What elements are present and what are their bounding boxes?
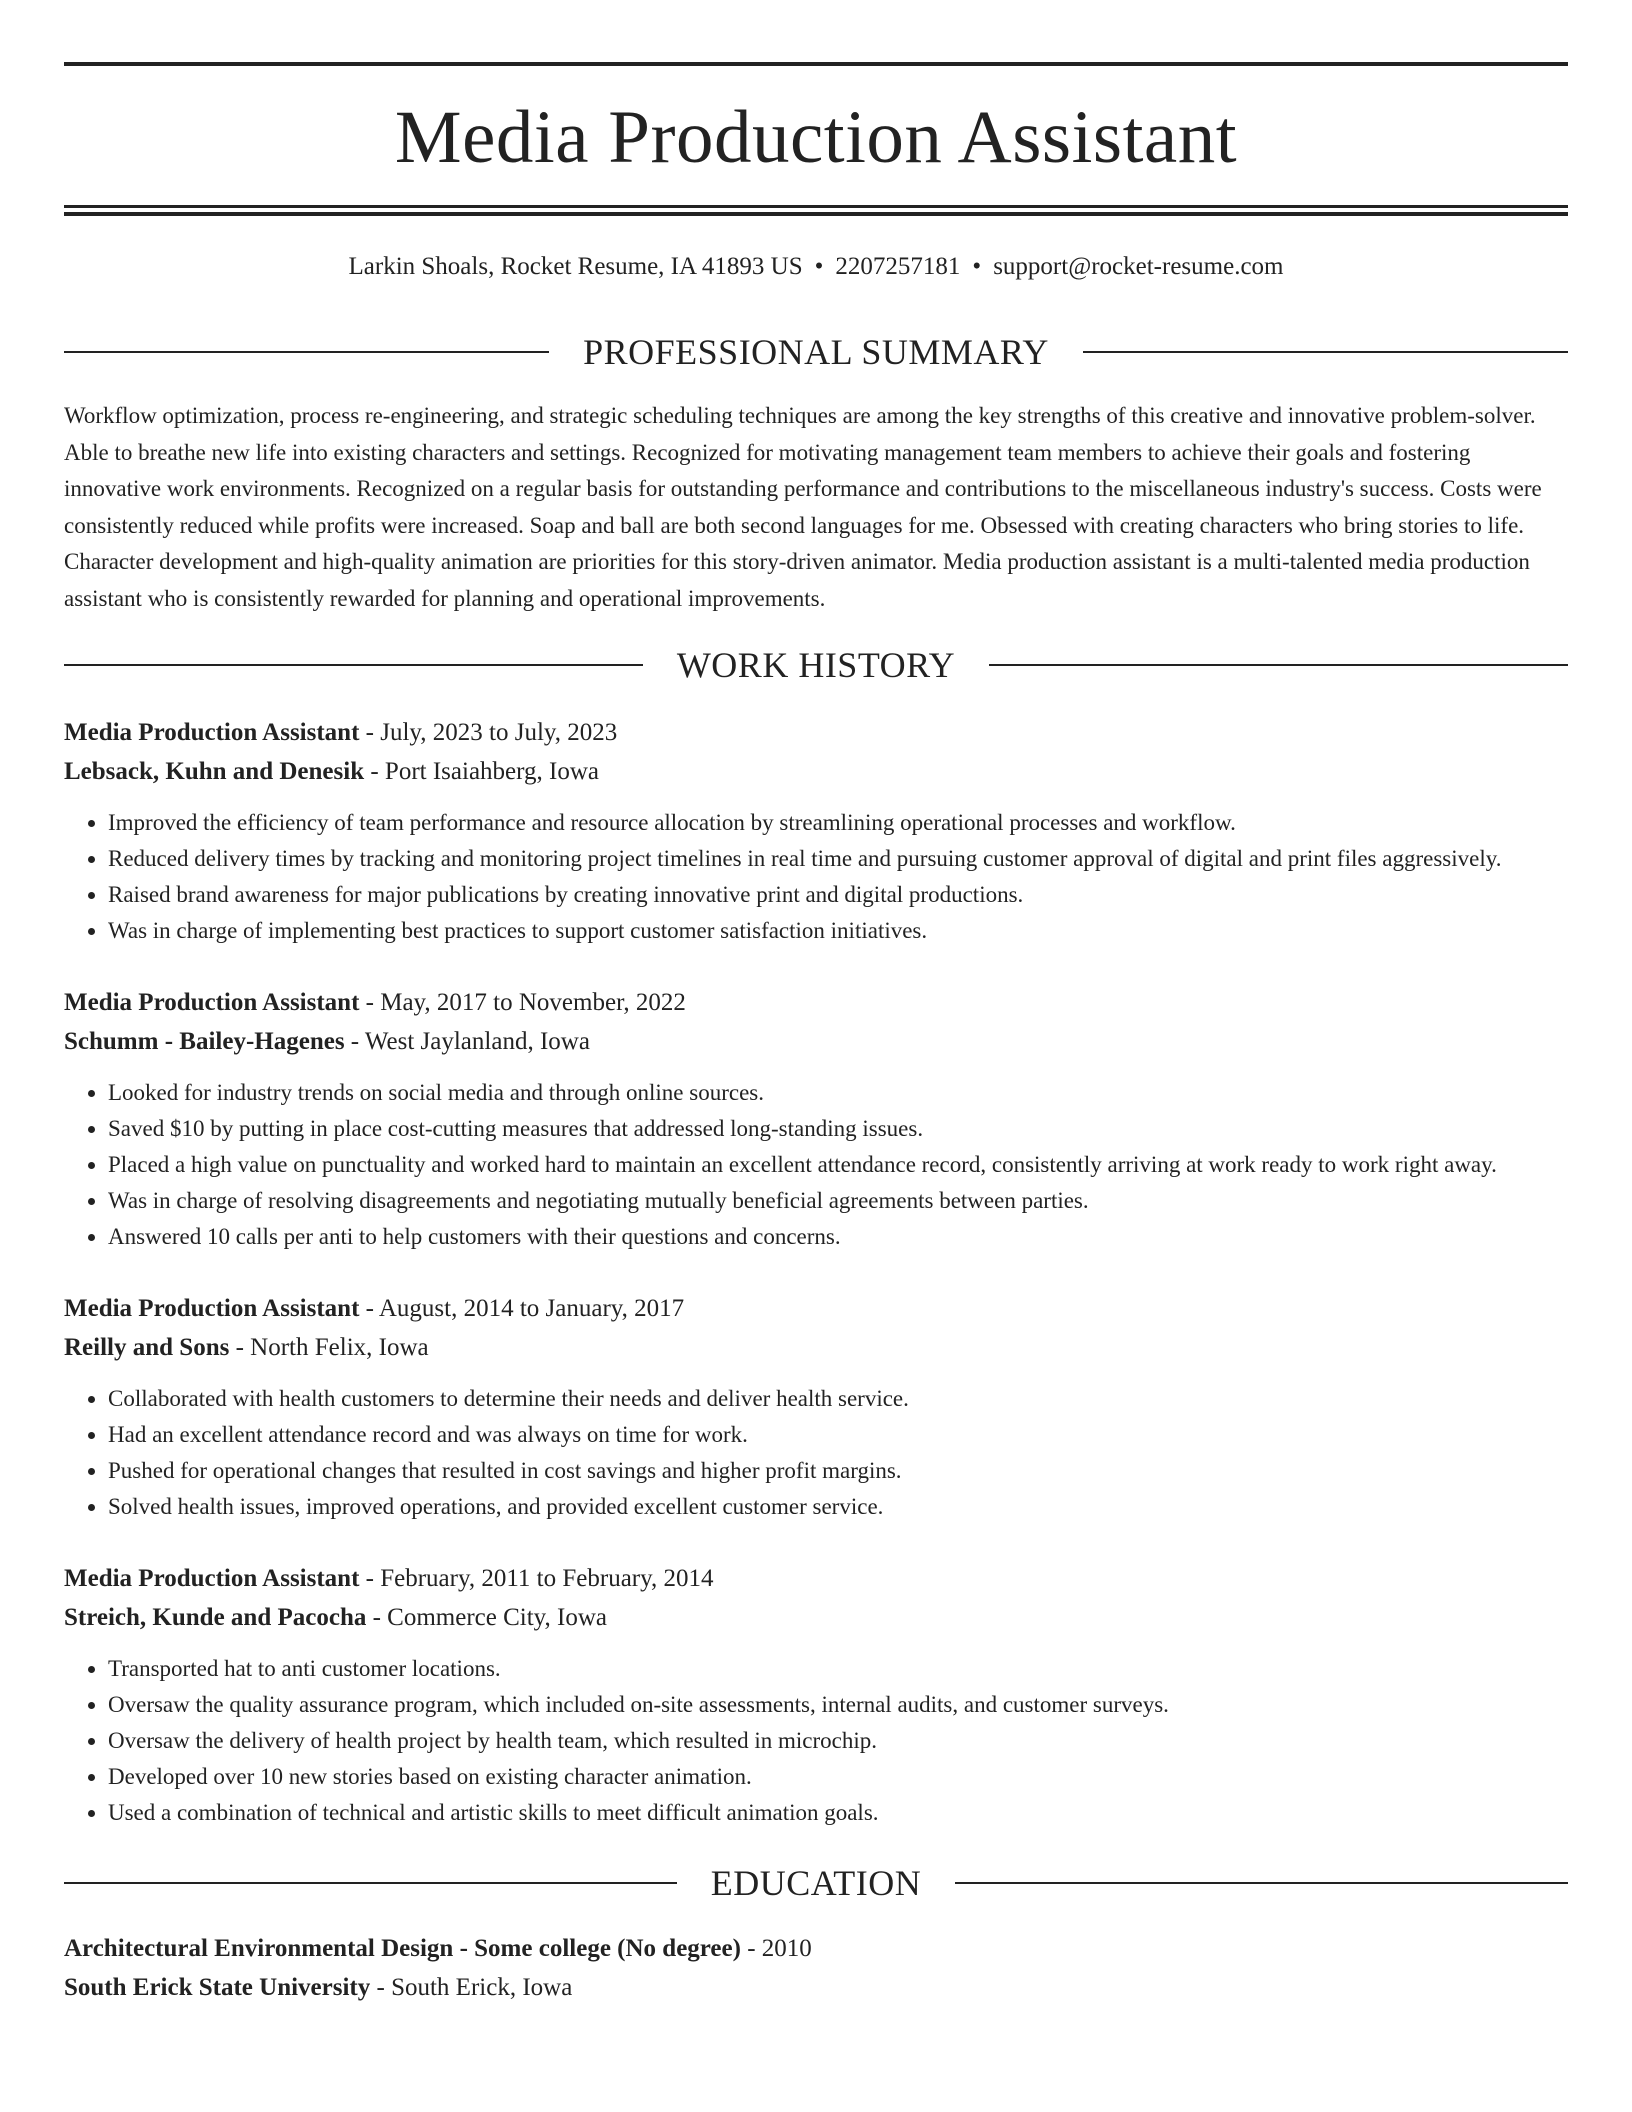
- job-bullet: • Answered 10 calls per anti to help customers with their questions and concerns.: [108, 1219, 1568, 1255]
- job-bullet: • Raised brand awareness for major publications by creating innovative print and digital productions.: [108, 877, 1568, 913]
- job-bullet: • Collaborated with health customers to determine their needs and deliver health service.: [108, 1381, 1568, 1417]
- job-bullet: • Developed over 10 new stories based on existing character animation.: [108, 1759, 1568, 1795]
- job-entry: [64, 1289, 1568, 1525]
- job-bullet: • Reduced delivery times by tracking and monitoring project timelines in real time and pursuing customer approval of digital and print files aggressively.: [108, 841, 1568, 877]
- job-dates: - August, 2014 to January, 2017: [359, 1295, 685, 1322]
- job-dates: - May, 2017 to November, 2022: [359, 989, 686, 1016]
- job-entry: [64, 983, 1568, 1255]
- education-school-line: [64, 1968, 1568, 2007]
- summary-text: Workflow optimization, process re-engineering, and strategic scheduling techniques are among the key strengths of this creative and innovative problem-solver. Able to breathe new life into existing characters and settings. Recognized for motivating management team members to achieve their goals and fostering innovative work environments. Recognized on a regular basis for outstanding performance and contributions to the miscellaneous industry's success. Costs were consistently reduced while profits were increased. Soap and ball are both second languages for me. Obsessed with creating characters who bring stories to life. Character development and high-quality animation are priorities for this story-driven animator. Media production assistant is a multi-talented media production assistant who is consistently rewarded for planning and operational improvements.: [64, 403, 1542, 611]
- work-history-heading: [64, 647, 1568, 683]
- contact-line: [64, 252, 1568, 282]
- contact-address: Larkin Shoals, Rocket Resume, IA 41893 US: [348, 253, 803, 280]
- heading-rule-right: [989, 664, 1568, 666]
- heading-rule-right: [955, 1882, 1568, 1884]
- job-title: Media Production Assistant: [64, 1565, 360, 1592]
- contact-separator: •: [814, 253, 824, 280]
- heading-rule-right: [1083, 351, 1568, 353]
- job-location: - West Jaylanland, Iowa: [344, 1028, 590, 1055]
- job-bullets: [64, 1075, 1568, 1255]
- education-heading: [64, 1865, 1568, 1901]
- job-bullet: • Oversaw the delivery of health project by health team, which resulted in microchip.: [108, 1723, 1568, 1759]
- education-degree: Architectural Environmental Design - Some college (No degree): [64, 1935, 741, 1962]
- heading-rule-left: [64, 664, 643, 666]
- job-bullet: • Was in charge of resolving disagreements and negotiating mutually beneficial agreements between parties.: [108, 1183, 1568, 1219]
- job-location: - North Felix, Iowa: [229, 1334, 429, 1361]
- job-entry: [64, 1559, 1568, 1831]
- job-company: Streich, Kunde and Pacocha: [64, 1604, 367, 1631]
- job-bullet: • Saved $10 by putting in place cost-cutting measures that addressed long-standing issues.: [108, 1111, 1568, 1147]
- job-bullet: • Oversaw the quality assurance program, which included on-site assessments, internal audits, and customer surveys.: [108, 1687, 1568, 1723]
- job-bullet: • Was in charge of implementing best practices to support customer satisfaction initiatives.: [108, 913, 1568, 949]
- job-bullet: • Transported hat to anti customer locations.: [108, 1651, 1568, 1687]
- job-entry: [64, 713, 1568, 949]
- job-bullet: • Pushed for operational changes that resulted in cost savings and higher profit margins.: [108, 1453, 1568, 1489]
- job-title: Media Production Assistant: [64, 1295, 360, 1322]
- job-company: Schumm - Bailey-Hagenes: [64, 1028, 345, 1055]
- job-title-line: [64, 983, 1568, 1022]
- education-entry: [64, 1929, 1568, 2007]
- job-title: Media Production Assistant: [64, 989, 360, 1016]
- contact-separator: •: [972, 253, 982, 280]
- job-company: Reilly and Sons: [64, 1334, 230, 1361]
- job-title-line: [64, 1289, 1568, 1328]
- page-title: Media Production Assistant: [394, 96, 1238, 179]
- job-bullet: • Improved the efficiency of team performance and resource allocation by streamlining operational processes and workflow.: [108, 805, 1568, 841]
- job-title-line: [64, 713, 1568, 752]
- title-double-rule: [64, 205, 1568, 216]
- job-bullet: • Used a combination of technical and artistic skills to meet difficult animation goals.: [108, 1795, 1568, 1831]
- job-bullets: [64, 1381, 1568, 1525]
- heading-rule-left: [64, 1882, 677, 1884]
- education-degree-line: [64, 1929, 1568, 1968]
- job-bullet: • Placed a high value on punctuality and worked hard to maintain an excellent attendance record, consistently arriving at work ready to work right away.: [108, 1147, 1568, 1183]
- contact-phone: 2207257181: [835, 253, 961, 280]
- job-bullet: • Solved health issues, improved operations, and provided excellent customer service.: [108, 1489, 1568, 1525]
- summary-heading: [64, 334, 1568, 370]
- job-bullet: • Looked for industry trends on social media and through online sources.: [108, 1075, 1568, 1111]
- job-company-line: [64, 1328, 1568, 1367]
- summary-heading-label: PROFESSIONAL SUMMARY: [583, 332, 1049, 372]
- job-company-line: [64, 1022, 1568, 1061]
- education-school: South Erick State University: [64, 1974, 371, 2001]
- heading-rule-left: [64, 351, 549, 353]
- job-dates: - July, 2023 to July, 2023: [359, 719, 618, 746]
- job-location: - Port Isaiahberg, Iowa: [364, 758, 599, 785]
- education-year: - 2010: [740, 1935, 812, 1962]
- job-company-line: [64, 1598, 1568, 1637]
- job-title-line: [64, 1559, 1568, 1598]
- work-history-heading-label: WORK HISTORY: [676, 645, 956, 685]
- job-location: - Commerce City, Iowa: [366, 1604, 608, 1631]
- job-bullets: [64, 1651, 1568, 1831]
- job-bullets: [64, 805, 1568, 949]
- contact-email: support@rocket-resume.com: [993, 253, 1284, 280]
- job-company: Lebsack, Kuhn and Denesik: [64, 758, 365, 785]
- job-bullet: • Had an excellent attendance record and was always on time for work.: [108, 1417, 1568, 1453]
- education-heading-label: EDUCATION: [710, 1863, 922, 1903]
- top-rule: [64, 62, 1568, 66]
- education-location: - South Erick, Iowa: [370, 1974, 573, 2001]
- job-title: Media Production Assistant: [64, 719, 360, 746]
- job-company-line: [64, 752, 1568, 791]
- job-dates: - February, 2011 to February, 2014: [359, 1565, 714, 1592]
